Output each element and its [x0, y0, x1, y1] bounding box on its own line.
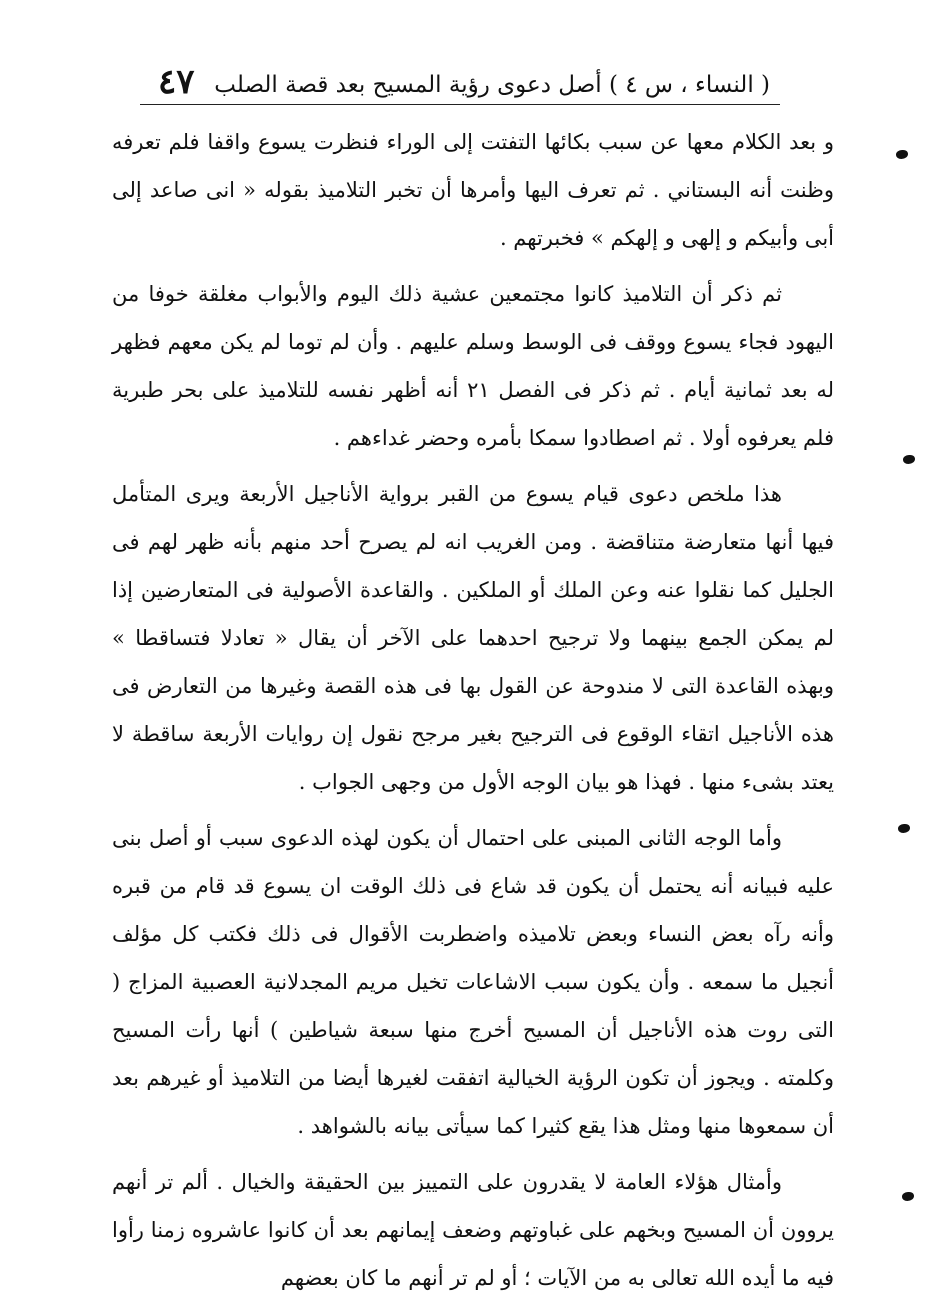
- paragraph: هذا ملخص دعوى قيام يسوع من القبر برواية الأناجيل الأربعة ويرى المتأمل فيها أنها متعارضة متناقضة . ومن الغريب انه لم يصرح أحد منهم بأنه ظهر لهم فى الجليل كما نقلوا عنه وعن الملك أو الملكين . والقاعدة الأصولية فى المتعارضين إذا لم يمكن الجمع بينهما ولا ترجيح احدهما على الآخر أن يقال « تعادلا فتساقطا » وبهذه القاعدة التى لا مندوحة عن القول بها فى هذه القصة وغيرها من التعارض فى هذه الأناجيل اتقاء الوقوع فى الترجيح بغير مرجح نقول إن روايات الأربعة ساقطة لا يعتد بشىء منها . فهذا هو بيان الوجه الأول من وجهى الجواب .: [112, 482, 834, 794]
- page-number: ٤٧: [158, 62, 195, 102]
- paragraph: وأمثال هؤلاء العامة لا يقدرون على التمييز بين الحقيقة والخيال . ألم تر أنهم يروون أن المسيح وبخهم على غباوتهم وضعف إيمانهم بعد أن كانوا عاشروه زمنا رأوا فيه ما أيده الله تعالى به من الآيات ؛ أو لم تر أنهم ما كان بعضهم: [112, 1170, 834, 1290]
- paragraph: ثم ذكر أن التلاميذ كانوا مجتمعين عشية ذلك اليوم والأبواب مغلقة خوفا من اليهود فجاء يسوع ووقف فى الوسط وسلم عليهم . وأن لم توما لم يكن معهم فظهر له بعد ثمانية أيام . ثم ذكر فى الفصل ٢١ أنه أظهر نفسه للتلاميذ على بحر طبرية فلم يعرفوه أولا . ثم اصطادوا سمكا بأمره وحضر غداءهم .: [112, 282, 834, 450]
- running-title: ( النساء ، س ٤ ) أصل دعوى رؤية المسيح بعد قصة الصلب: [214, 72, 770, 98]
- header-divider: [140, 104, 780, 105]
- scan-speck-icon: [902, 1192, 914, 1201]
- scan-speck-icon: [896, 150, 908, 159]
- page-body: [112, 118, 834, 1302]
- page-header: [130, 60, 770, 110]
- scan-speck-icon: [898, 824, 910, 833]
- paragraph: وأما الوجه الثانى المبنى على احتمال أن يكون لهذه الدعوى سبب أو أصل بنى عليه فبيانه أنه يحتمل أن يكون قد شاع فى ذلك الوقت ان يسوع قد قام من قبره وأنه رآه بعض النساء وبعض تلاميذه واضطربت الأقوال فى ذلك فكتب كل مؤلف أنجيل ما سمعه . وأن يكون سبب الاشاعات تخيل مريم المجدلانية العصبية المزاج ( التى روت هذه الأناجيل أن المسيح أخرج منها سبعة شياطين ) أنها رأت المسيح وكلمته . ويجوز أن تكون الرؤية الخيالية اتفقت لغيرها أيضا من التلاميذ أو غيرهم بعد أن سمعوها منها ومثل هذا يقع كثيرا كما سيأتى بيانه بالشواهد .: [112, 826, 834, 1138]
- paragraph: و بعد الكلام معها عن سبب بكائها التفتت إلى الوراء فنظرت يسوع واقفا فلم تعرفه وظنت أنه البستاني . ثم تعرف اليها وأمرها أن تخبر التلاميذ بقوله « انى صاعد إلى أبى وأبيكم و إلهى و إلهكم » فخبرتهم .: [112, 130, 834, 250]
- scan-speck-icon: [903, 455, 915, 464]
